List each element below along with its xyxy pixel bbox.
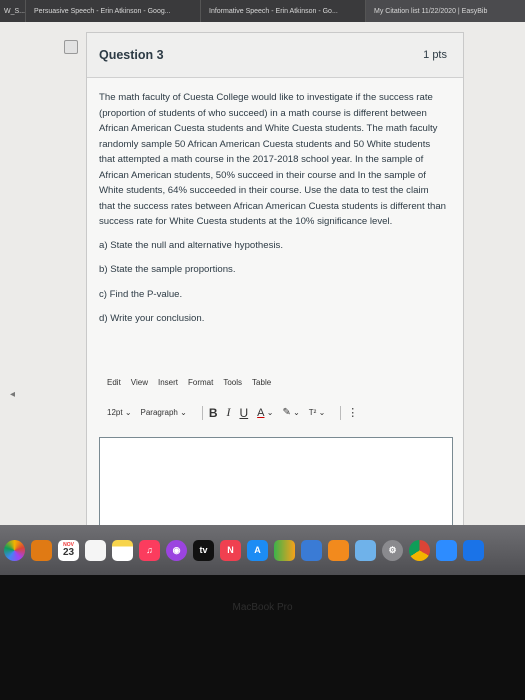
block-format-value: Paragraph <box>140 408 178 417</box>
podcasts-icon[interactable]: ◉ <box>166 540 187 561</box>
zoom-icon[interactable] <box>436 540 457 561</box>
news-icon[interactable]: N <box>220 540 241 561</box>
app-store-icon[interactable]: A <box>247 540 268 561</box>
chrome-icon[interactable] <box>409 540 430 561</box>
text-color-icon: A <box>257 406 265 419</box>
highlight-button[interactable] <box>282 407 299 418</box>
toolbar-divider <box>202 406 203 420</box>
menu-tools[interactable]: Tools <box>223 378 243 387</box>
editor-toolbar <box>107 405 443 420</box>
calendar-day: 23 <box>62 547 75 558</box>
calendar-icon[interactable] <box>58 540 79 561</box>
superscript-icon: T² <box>308 408 317 417</box>
browser-tab-bar <box>0 0 525 22</box>
question-part-a: a) State the null and alternative hypothesis. <box>99 239 283 251</box>
collapse-arrow-icon[interactable]: ◂ <box>10 389 16 400</box>
bold-button[interactable]: B <box>208 405 218 420</box>
menu-edit[interactable]: Edit <box>107 378 121 387</box>
more-button[interactable]: ⋮ <box>347 407 359 419</box>
browser-tab-2[interactable] <box>26 0 201 22</box>
menu-table[interactable]: Table <box>252 378 272 387</box>
flag-question-icon[interactable] <box>64 40 78 54</box>
menu-view[interactable]: View <box>130 378 148 387</box>
question-part-b: b) State the sample proportions. <box>99 264 236 275</box>
menu-insert[interactable]: Insert <box>158 378 179 387</box>
block-format-select[interactable] <box>141 408 187 417</box>
laptop-brand: MacBook Pro <box>232 602 293 613</box>
page-content <box>0 22 525 525</box>
tab-label: My Citation list 11/22/2020 | EasyBib <box>374 7 488 15</box>
question-paragraph: The math faculty of Cuesta College would like to investigate if the success rate (proportion of students of who succeed) in a math course is different between African American Cuesta students and White Cuesta students. The math faculty randomly sample 50 African American Cuesta students and 50 White students that attempted a math course in the 2017-2018 school year. In the sample of African American students, 50% succeed in their course and In the sample of White students, 64% succeeded in their course. Use the data to test the claim that the success rates between African American Cuesta students is different than success rate for White Cuesta students at the 10% significance level. <box>99 92 446 227</box>
preview-icon[interactable] <box>355 540 376 561</box>
chevron-down-icon: ⌄ <box>266 408 274 417</box>
system-preferences-icon[interactable]: ⚙ <box>382 540 403 561</box>
macos-dock <box>0 525 525 575</box>
font-size-value: 12pt <box>107 408 123 417</box>
question-title: Question 3 <box>99 48 164 62</box>
menu-format[interactable]: Format <box>188 378 214 387</box>
superscript-button[interactable] <box>309 408 326 417</box>
keynote-icon[interactable] <box>301 540 322 561</box>
italic-button[interactable]: I <box>226 405 231 419</box>
calendar-month: NOV <box>63 542 74 548</box>
apple-tv-icon[interactable] <box>193 540 214 561</box>
highlighter-icon: ✎ <box>282 407 291 418</box>
chevron-down-icon: ⌄ <box>293 408 300 417</box>
music-icon[interactable]: ♫ <box>139 540 160 561</box>
editor-menubar <box>107 378 271 387</box>
roblox-icon[interactable] <box>463 540 484 561</box>
tab-label: Persuasive Speech - Erin Atkinson - Goog... <box>34 7 171 15</box>
question-part-d: d) Write your conclusion. <box>99 313 205 324</box>
tab-label: W_S... <box>4 7 26 15</box>
text-color-button[interactable] <box>257 407 273 419</box>
chevron-down-icon: ⌄ <box>124 408 132 417</box>
laptop-bezel <box>0 575 525 700</box>
toolbar-divider <box>340 406 341 420</box>
answer-text-area[interactable] <box>99 437 453 532</box>
browser-tab-4[interactable] <box>366 0 525 22</box>
chevron-down-icon: ⌄ <box>318 408 326 417</box>
underline-button[interactable]: U <box>239 405 249 420</box>
browser-tab-1[interactable] <box>0 0 26 22</box>
notes-icon[interactable] <box>112 540 133 561</box>
font-size-select[interactable] <box>107 408 132 417</box>
books-icon[interactable] <box>31 540 52 561</box>
question-points: 1 pts <box>423 49 447 61</box>
question-card <box>86 32 464 527</box>
tv-label: tv <box>199 545 208 555</box>
tab-label: Informative Speech - Erin Atkinson - Go... <box>209 7 338 15</box>
photos-icon[interactable] <box>4 540 25 561</box>
chevron-down-icon: ⌄ <box>180 408 187 417</box>
question-part-c: c) Find the P-value. <box>99 288 183 300</box>
reminders-icon[interactable] <box>85 540 106 561</box>
question-header <box>87 33 463 78</box>
numbers-icon[interactable] <box>274 540 295 561</box>
browser-tab-3[interactable] <box>201 0 366 22</box>
pages-icon[interactable] <box>328 540 349 561</box>
question-text <box>87 78 463 327</box>
